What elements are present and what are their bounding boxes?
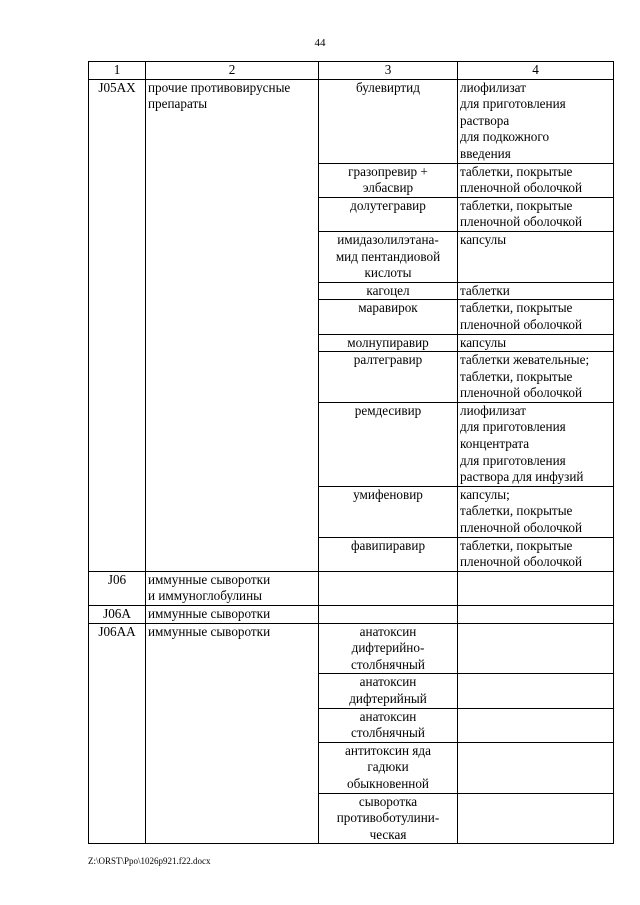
- atc-code: J06A: [89, 606, 146, 624]
- header-col-4: 4: [458, 62, 614, 80]
- atc-code: J06AA: [89, 623, 146, 844]
- drug-name: анатоксин дифтерийно- столбнячный: [319, 623, 458, 674]
- drug-name: фавипиравир: [319, 537, 458, 571]
- drug-name: молнупиравир: [319, 334, 458, 352]
- dosage-form: [458, 571, 614, 605]
- drug-name: [319, 606, 458, 624]
- drug-name: сыворотка противоботулини- ческая: [319, 793, 458, 844]
- footer-file-path: Z:\ORST\Ppo\1026p921.f22.docx: [88, 856, 211, 866]
- table-row: [89, 79, 614, 163]
- dosage-form: таблетки: [458, 282, 614, 300]
- dosage-form: капсулы; таблетки, покрытые пленочной оболочкой: [458, 486, 614, 537]
- group-name: иммунные сыворотки и иммуноглобулины: [146, 571, 319, 605]
- dosage-form: капсулы: [458, 334, 614, 352]
- table-row: [89, 606, 614, 624]
- dosage-form: таблетки жевательные; таблетки, покрытые пленочной оболочкой: [458, 352, 614, 403]
- dosage-form: лиофилизат для приготовления раствора для подкожного введения: [458, 79, 614, 163]
- header-col-1: 1: [89, 62, 146, 80]
- header-row: [89, 62, 614, 80]
- atc-code: J06: [89, 571, 146, 605]
- page-number: 44: [314, 37, 326, 49]
- dosage-form: [458, 606, 614, 624]
- atc-code: J05AX: [89, 79, 146, 571]
- header-col-3: 3: [319, 62, 458, 80]
- dosage-form: [458, 742, 614, 793]
- drug-name: ралтегравир: [319, 352, 458, 403]
- group-name: прочие противовирусные препараты: [146, 79, 319, 571]
- dosage-form: таблетки, покрытые пленочной оболочкой: [458, 163, 614, 197]
- group-name: иммунные сыворотки: [146, 606, 319, 624]
- header-col-2: 2: [146, 62, 319, 80]
- dosage-form: [458, 793, 614, 844]
- drug-name: кагоцел: [319, 282, 458, 300]
- drug-table: [88, 61, 614, 844]
- dosage-form: [458, 623, 614, 674]
- table-row: [89, 571, 614, 605]
- drug-name: маравирок: [319, 300, 458, 334]
- dosage-form: капсулы: [458, 231, 614, 282]
- drug-name: умифеновир: [319, 486, 458, 537]
- table-row: [89, 623, 614, 674]
- drug-name: анатоксин столбнячный: [319, 708, 458, 742]
- drug-name: [319, 571, 458, 605]
- dosage-form: [458, 708, 614, 742]
- drug-name: ремдесивир: [319, 402, 458, 486]
- group-name: иммунные сыворотки: [146, 623, 319, 844]
- dosage-form: таблетки, покрытые пленочной оболочкой: [458, 300, 614, 334]
- drug-name: гразопревир + элбасвир: [319, 163, 458, 197]
- dosage-form: таблетки, покрытые пленочной оболочкой: [458, 537, 614, 571]
- drug-name: булевиртид: [319, 79, 458, 163]
- dosage-form: таблетки, покрытые пленочной оболочкой: [458, 197, 614, 231]
- dosage-form: [458, 674, 614, 708]
- drug-name: имидазолилэтана- мид пентандиовой кислоты: [319, 231, 458, 282]
- drug-name: антитоксин яда гадюки обыкновенной: [319, 742, 458, 793]
- dosage-form: лиофилизат для приготовления концентрата для приготовления раствора для инфузий: [458, 402, 614, 486]
- drug-name: анатоксин дифтерийный: [319, 674, 458, 708]
- table-body: [89, 79, 614, 844]
- drug-name: долутегравир: [319, 197, 458, 231]
